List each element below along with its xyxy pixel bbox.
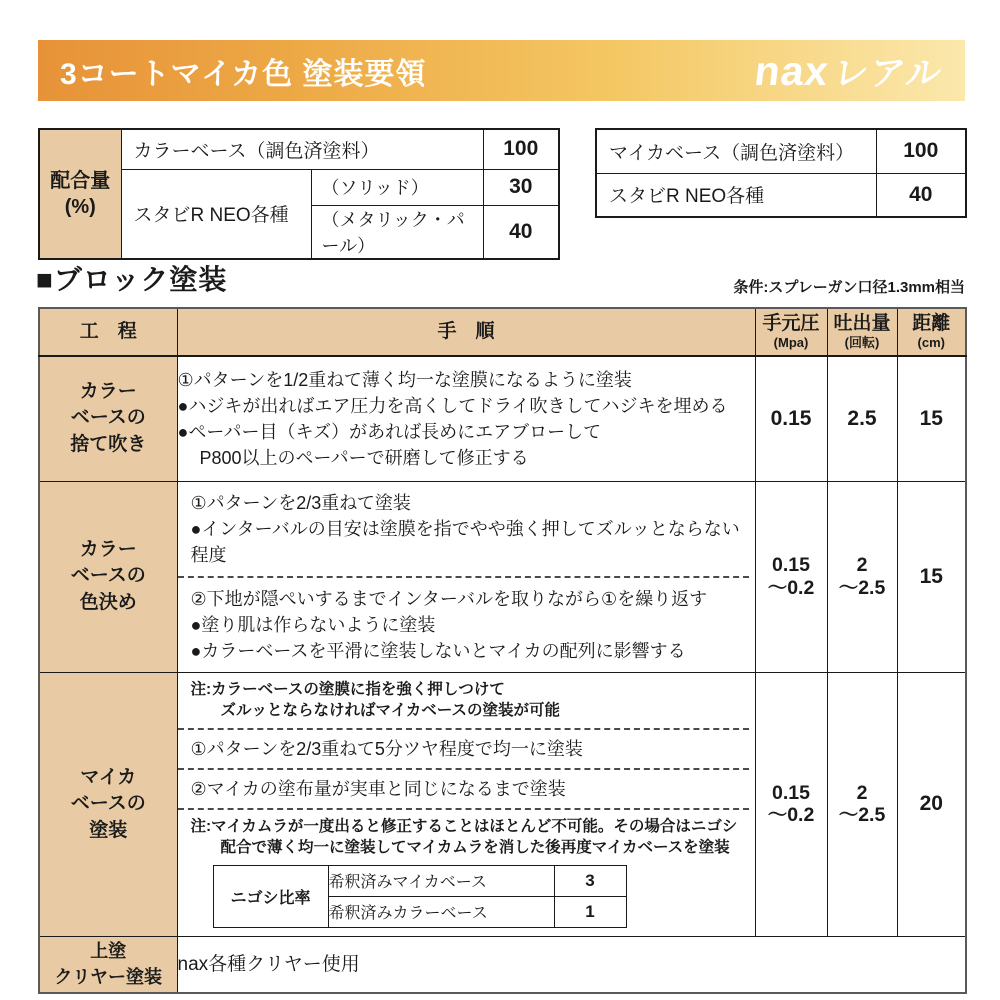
process-line: クリヤー塗装 [54,966,163,987]
step-line: nax各種クリヤー使用 [177,953,360,975]
procedure-step-1 [178,728,749,768]
pressure-range-line2: ～0.2 [767,804,815,827]
process-name-color-base-decide [39,481,177,673]
procedure-mica-base [177,673,755,937]
note-line: 注:マイカムラが一度出ると修正することはほとんど不可能。その場合はニゴシ [190,818,738,835]
note-line: ズルッとならなければマイカベースの塗装が可能 [220,702,560,720]
spray-gun-condition-note: 条件:スプレーガン口径1.3mm相当 [733,279,965,296]
header-process-label: 工 程 [79,320,137,342]
output-value-row3 [827,673,897,937]
procedure-clear-coat [177,936,966,993]
pressure-value-row3 [755,673,827,937]
diluted-color-base-value: 1 [554,896,626,927]
diluted-color-base-name: 希釈済みカラーベース [328,896,554,927]
procedure-color-base-decide [177,481,755,673]
header-output-cell [827,308,897,356]
diluted-mica-base-value: 3 [554,865,626,896]
process-name-mica-base [39,673,177,937]
step-line: ②マイカの塗布量が実車と同じになるまで塗装 [190,778,566,799]
process-line: 色決め [79,592,137,614]
mix-ratio-table-left [38,128,560,260]
table-row-color-base-tack [39,356,966,481]
output-value-row2 [827,481,897,673]
mix-ratio-table-right [595,128,967,218]
process-line: ベースの [70,565,146,587]
metallic-sub-cell: （メタリック・パール） [311,205,483,259]
pressure-value-row2 [755,481,827,673]
procedure-step-2 [178,768,749,808]
step-line: ②下地が隠ぺいするまでインターバルを取りながら①を繰り返す [190,588,708,609]
stabi-name-cell: スタビR NEO各種 [121,169,311,259]
table-row-clear-coat [39,936,966,993]
process-name-clear-coat [39,936,177,993]
header-procedure-label: 手 順 [437,320,495,342]
mix-ratio-label-cell [39,129,121,259]
pressure-range-line1: 0.15 [772,781,810,804]
mix-ratio-label-line1: 配合量 [50,169,111,192]
nigoshi-ratio-table [213,865,627,928]
output-range-line2: ～2.5 [838,576,886,599]
procedure-block-1 [178,482,749,576]
process-line: 上塗 [90,941,127,962]
step-line: ●カラーベースを平滑に塗装しないとマイカの配列に影響する [190,640,686,661]
note-line: 注:カラーベースの塗膜に指を強く押しつけて [190,681,505,699]
procedure-block-2 [178,576,749,672]
output-range-line1: 2 [856,781,868,804]
mica-base-name-cell: マイカベース（調色済塗料） [596,129,876,173]
page-title: 3コートマイカ色 塗装要領 [60,57,427,91]
distance-value-row2: 15 [897,481,966,673]
brand-real-text: レアル [830,53,946,93]
step-line: ●塗り肌は作らないように塗装 [190,614,436,635]
process-line: カラー [79,380,137,402]
header-output-unit: (回転) [844,334,880,350]
header-process-cell [39,308,177,356]
solid-value-cell: 30 [483,169,559,205]
table-row-color-base-decide [39,481,966,673]
stabi-right-value-cell: 40 [876,173,966,217]
output-range-line1: 2 [856,554,868,577]
output-value-row1: 2.5 [827,356,897,481]
process-line: ベースの [70,793,146,815]
step-line: ●インターバルの目安は塗膜を指でやや強く押してズルッとならない程度 [190,518,740,565]
process-table [38,307,967,994]
process-line: 捨て吹き [70,434,147,456]
step-line: ①パターンを2/3重ねて塗装 [190,492,411,513]
pressure-value-row1: 0.15 [755,356,827,481]
brand-logo [752,46,946,96]
color-base-value-cell: 100 [483,129,559,169]
procedure-note-2 [178,808,749,936]
color-base-name-cell: カラーベース（調色済塗料） [121,129,483,169]
step-line: ①パターンを2/3重ねて5分ツヤ程度で均一に塗装 [190,738,583,759]
process-line: ベースの [70,407,146,429]
note-line: 配合で薄く均一に塗装してマイカムラを消した後再度マイカベースを塗装 [220,839,730,857]
process-line: マイカ [80,766,137,788]
metallic-value-cell: 40 [483,205,559,259]
process-name-color-base-tack [39,356,177,481]
process-line: 塗装 [89,819,128,841]
table-row-mica-base [39,673,966,937]
mix-ratio-label-line2: (%) [64,195,96,218]
header-pressure-label: 手元圧 [762,312,820,334]
header-distance-unit: (cm) [917,334,945,350]
solid-sub-cell: （ソリッド） [311,169,483,205]
header-pressure-unit: (Mpa) [773,334,809,350]
header-distance-label: 距離 [912,312,951,334]
output-range-line2: ～2.5 [838,804,886,827]
step-line: ①パターンを1/2重ねて薄く均一な塗膜になるように塗装 [177,369,632,390]
pressure-range-line2: ～0.2 [767,576,815,599]
procedure-color-base-tack [177,356,755,481]
header-procedure-cell [177,308,755,356]
step-line: ●ペーパー目（キズ）があれば長めにエアブローして [177,421,602,442]
distance-value-row3: 20 [897,673,966,937]
block-painting-heading: ■ブロック塗装 [36,264,228,295]
step-line: ●ハジキが出ればエア圧力を高くしてドライ吹きしてハジキを埋める [177,395,728,416]
header-banner [38,40,965,101]
header-pressure-cell [755,308,827,356]
step-line: P800以上のペーパーで研磨して修正する [199,447,529,468]
brand-nax-text: nax [751,47,832,94]
header-output-label: 吐出量 [833,312,891,334]
process-line: カラー [79,538,137,560]
nigoshi-ratio-label: ニゴシ比率 [213,865,328,927]
stabi-right-name-cell: スタビR NEO各種 [596,173,876,217]
diluted-mica-base-name: 希釈済みマイカベース [328,865,554,896]
mica-base-value-cell: 100 [876,129,966,173]
procedure-note-1 [178,673,749,728]
header-distance-cell [897,308,966,356]
distance-value-row1: 15 [897,356,966,481]
pressure-range-line1: 0.15 [772,554,810,577]
